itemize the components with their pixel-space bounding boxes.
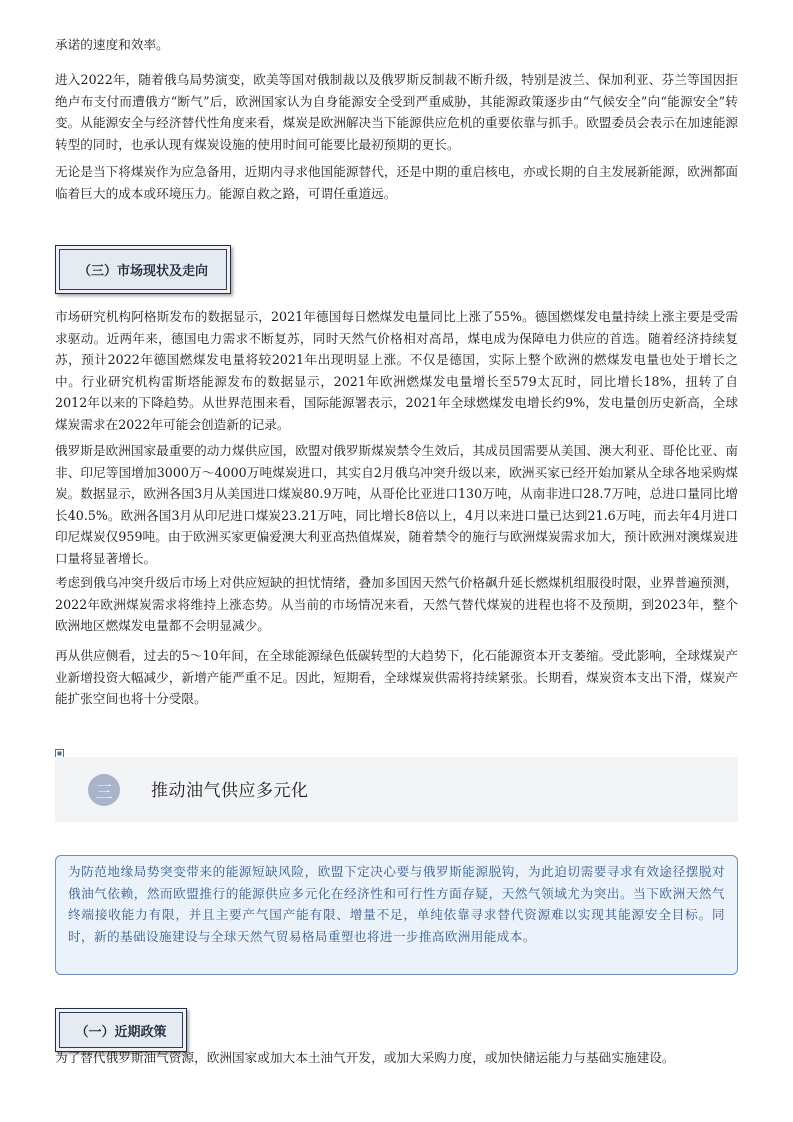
paragraph-replace-russia: 为了替代俄罗斯油气资源，欧洲国家或加大本土油气开发，或加大采购力度，或加快储运能力与基础实施建设。: [55, 1050, 675, 1065]
section-heading-policy-label: （一）近期政策: [59, 1012, 183, 1048]
paragraph-energy-shift: 进入2022年，随着俄乌局势演变，欧美等国对俄制裁以及俄罗斯反制裁不断升级，特别是波兰、保加利亚、芬兰等国因拒绝卢布支付而遭俄方“断气”后，欧洲国家认为自身能源安全受到严重威胁，其能源政策逐步由“气候安全”向“能源安全”转变。从能源安全与经济替代性角度来看，煤炭是欧洲解决当下能源供应危机的重要依靠与抓手。欧盟委员会表示在加速能源转型的同时，也承认现有煤炭设施的使用时间可能要比最初预期的更长。: [55, 72, 738, 152]
section-heading-policy: [55, 1008, 187, 1052]
paragraph-intro-tail: 承诺的速度和效率。: [55, 37, 169, 52]
section-heading-market: [55, 245, 231, 294]
chapter-number-badge: 三: [88, 774, 120, 806]
summary-note-box: [55, 855, 738, 975]
paragraph-self-rescue: 无论是当下将煤炭作为应急备用，近期内寻求他国能源替代，还是中期的重启核电，亦或长期的自主发展新能源，欧洲都面临着巨大的成本或环境压力。能源自救之路，可谓任重道远。: [55, 164, 738, 201]
chapter-title: 推动油气供应多元化: [151, 781, 309, 801]
paragraph-russia-supply: 俄罗斯是欧洲国家最重要的动力煤供应国，欧盟对俄罗斯煤炭禁令生效后，其成员国需要从美国、澳大利亚、哥伦比亚、南非、印尼等国增加3000万～4000万吨煤炭进口，其实自2月俄乌冲突升级以来，欧洲买家已经开始加紧从全球各地采购煤炭。数据显示，欧洲各国3月从美国进口煤炭80.9万吨，从哥伦比亚进口130万吨，从南非进口28.7万吨，总进口量同比增长40.5%。欧洲各国3月从印尼进口煤炭23.21万吨，同比增长8倍以上，4月以来进口量已达到21.6万吨，而去年4月进口印尼煤炭仅959吨。由于欧洲买家更偏爱澳大利亚高热值煤炭，随着禁令的施行与欧洲煤炭需求加大，预计欧洲对澳煤炭进口量将显著增长。: [55, 443, 738, 566]
paragraph-demand-outlook: 考虑到俄乌冲突升级后市场上对供应短缺的担忧情绪，叠加多国因天然气价格飙升延长燃煤机组服役时限，业界普遍预测，2022年欧洲煤炭需求将维持上涨态势。从当前的市场情况来看，天然气替代煤炭的进程也将不及预期，到2023年，整个欧洲地区燃煤发电量都不会明显减少。: [55, 575, 738, 633]
section-heading-market-label: （三）市场现状及走向: [59, 249, 227, 290]
summary-note-text: 为防范地缘局势突变带来的能源短缺风险，欧盟下定决心要与俄罗斯能源脱钩，为此迫切需要寻求有效途径摆脱对俄油气依赖，然而欧盟推行的能源供应多元化在经济性和可行性方面存疑，天然气领域尤为突出。当下欧洲天然气终端接收能力有限，并且主要产气国产能有限、增量不足，单纯依靠寻求替代资源难以实现其能源安全目标。同时，新的基础设施建设与全球天然气贸易格局重塑也将进一步推高欧洲用能成本。: [68, 864, 725, 944]
paragraph-supply-side: 再从供应侧看，过去的5～10年间，在全球能源绿色低碳转型的大趋势下，化石能源资本开支萎缩。受此影响，全球煤炭产业新增投资大幅减少，新增产能严重不足。因此，短期看，全球煤炭供需将持续紧张。长期看，煤炭资本支出下滑，煤炭产能扩张空间也将十分受限。: [55, 648, 738, 706]
paragraph-germany-coal: 市场研究机构阿格斯发布的数据显示，2021年德国每日燃煤发电量同比上涨了55%。德国燃煤发电量持续上涨主要是受需求驱动。近两年来，德国电力需求不断复苏，同时天然气价格相对高昂，煤电成为保障电力供应的首选。随着经济持续复苏，预计2022年德国燃煤发电量将较2021年出现明显上涨。不仅是德国，实际上整个欧洲的燃煤发电量也处于增长之中。行业研究机构雷斯塔能源发布的数据显示，2021年欧洲燃煤发电量增长至579太瓦时，同比增长18%，扭转了自2012年以来的下降趋势。从世界范围来看，国际能源署表示，2021年全球燃煤发电增长约9%，发电量创历史新高，全球煤炭需求在2022年可能会创造新的记录。: [55, 309, 738, 432]
